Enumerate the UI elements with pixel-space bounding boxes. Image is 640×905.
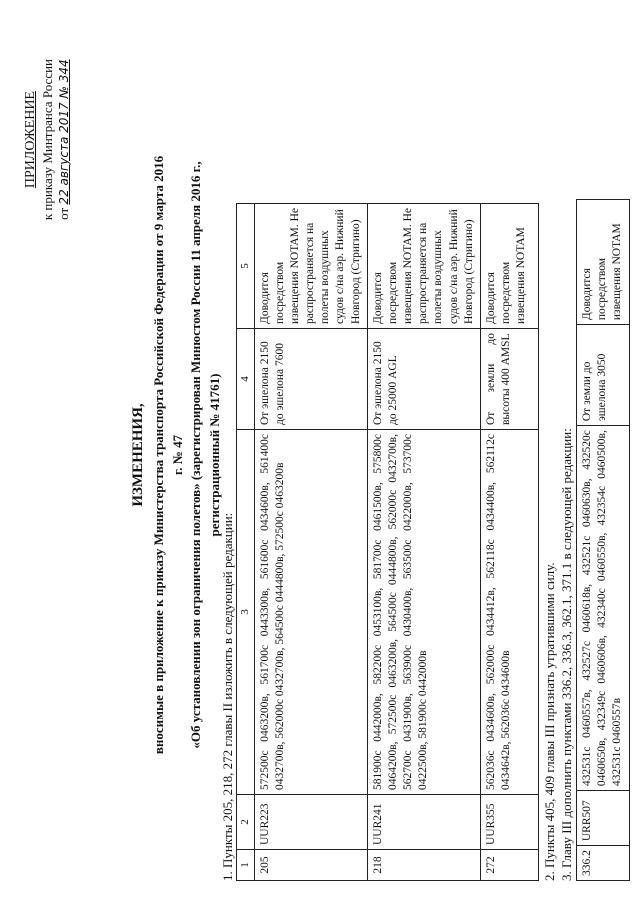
heading-line2: «Об установлении зон ограничения полетов» (зарегистрирован Минюстом России 11 апреля 2016 г., [188,161,204,749]
row-number: 205 [254,850,367,881]
paragraph-3: 3. Главу III дополнить пунктами 336.2, 336.3, 362.1, 371.1 в следующей редакции: [559,428,574,881]
table-row [577,200,630,881]
col-header-4: 4 [237,329,255,430]
handwritten-date-number: 22 августа 2017 № 344 [56,59,71,205]
heading-line1: вносимые в приложение к приказу Министерства транспорта Российской Федерации от 9 марта 2016 г. № 47 [150,155,185,755]
zone-code: URR507 [577,791,630,846]
row-number: 272 [480,850,538,881]
zone-note: Доводится посредством извещения NOTAM. Не распространяется на полеты воздушных судов с/на аэр. Нижний Новгород (Стригино) [254,204,367,329]
row-number: 218 [367,850,480,881]
appendix-line2-prefix: от [55,207,71,220]
row-number: 336.2 [577,846,630,881]
rotated-content [8,15,628,895]
zone-code: UUR241 [367,795,480,850]
document-heading [128,155,225,755]
appendix-line2 [56,59,72,220]
table-1 [236,203,539,881]
table-1-header-row [237,204,255,881]
zone-code: UUR355 [480,795,538,850]
col-header-1: 1 [237,850,255,881]
table-row [480,204,538,881]
zone-coordinates: 581900с 0442000в, 582200с 0453100в, 581700с 0461500в, 575800с 0464200в, 572500с 0463200в, 564500с 0444800в, 562000с 0432700в, 562700с 0431900в, 563900с 0430400в, 563500с 0422000в, 573700с 0422500в, 581900с 0442000в [367,430,480,795]
zone-height: От эшелона 2150 до эшелона 7600 [254,329,367,430]
table-2 [576,199,630,881]
table-row [367,204,480,881]
paragraph-1: 1. Пункты 205, 218, 272 главы II изложить в следующей редакции: [220,512,235,881]
col-header-3: 3 [237,430,255,795]
zone-note: Доводится посредством извещения NOTAM [480,204,538,329]
appendix-title: ПРИЛОЖЕНИЕ [23,91,38,189]
zone-coordinates: 572500с 0463200в, 561700с 0443300в, 561600с 0434600в, 561400с 0432700в, 562000с 0432700в, 564500с 0444800в, 572500с 0463200в [254,430,367,795]
zone-height: От земли до высоты 400 AMSL [480,329,538,430]
zone-coordinates: 432531с 0460557в, 432527с 0460618в, 432521с 0460630в, 432520с 0460650в, 432349с 0460606в, 432340с 0460550в, 432354с 0460500в, 432531с 0460557в [577,426,630,791]
table-row [254,204,367,881]
heading-word: ИЗМЕНЕНИЯ, [130,403,146,507]
col-header-5: 5 [237,204,255,329]
appendix-line1: к приказу Минтранса России [39,59,55,221]
heading-line3: регистрационный № 41761) [207,373,223,537]
zone-note: Доводится посредством извещения NOTAM. Не распространяется на полеты воздушных судов с/на аэр. Нижний Новгород (Стригино) [367,204,480,329]
zone-code: UUR223 [254,795,367,850]
col-header-2: 2 [237,795,255,850]
zone-coordinates: 562036с 0434600в, 562000с 0434412в, 562118с 0434400в, 562112с 0434642в, 562036с 0434600в [480,430,538,795]
zone-note: Доводится посредством извещения NOTAM [577,200,630,325]
appendix-header [22,59,72,220]
zone-height: От земли до эшелона 3050 [577,325,630,426]
zone-height: От эшелона 2150 до 25000 AGL [367,329,480,430]
paragraph-2: 2. Пункты 405, 409 главы III признать утратившими силу. [542,562,557,881]
